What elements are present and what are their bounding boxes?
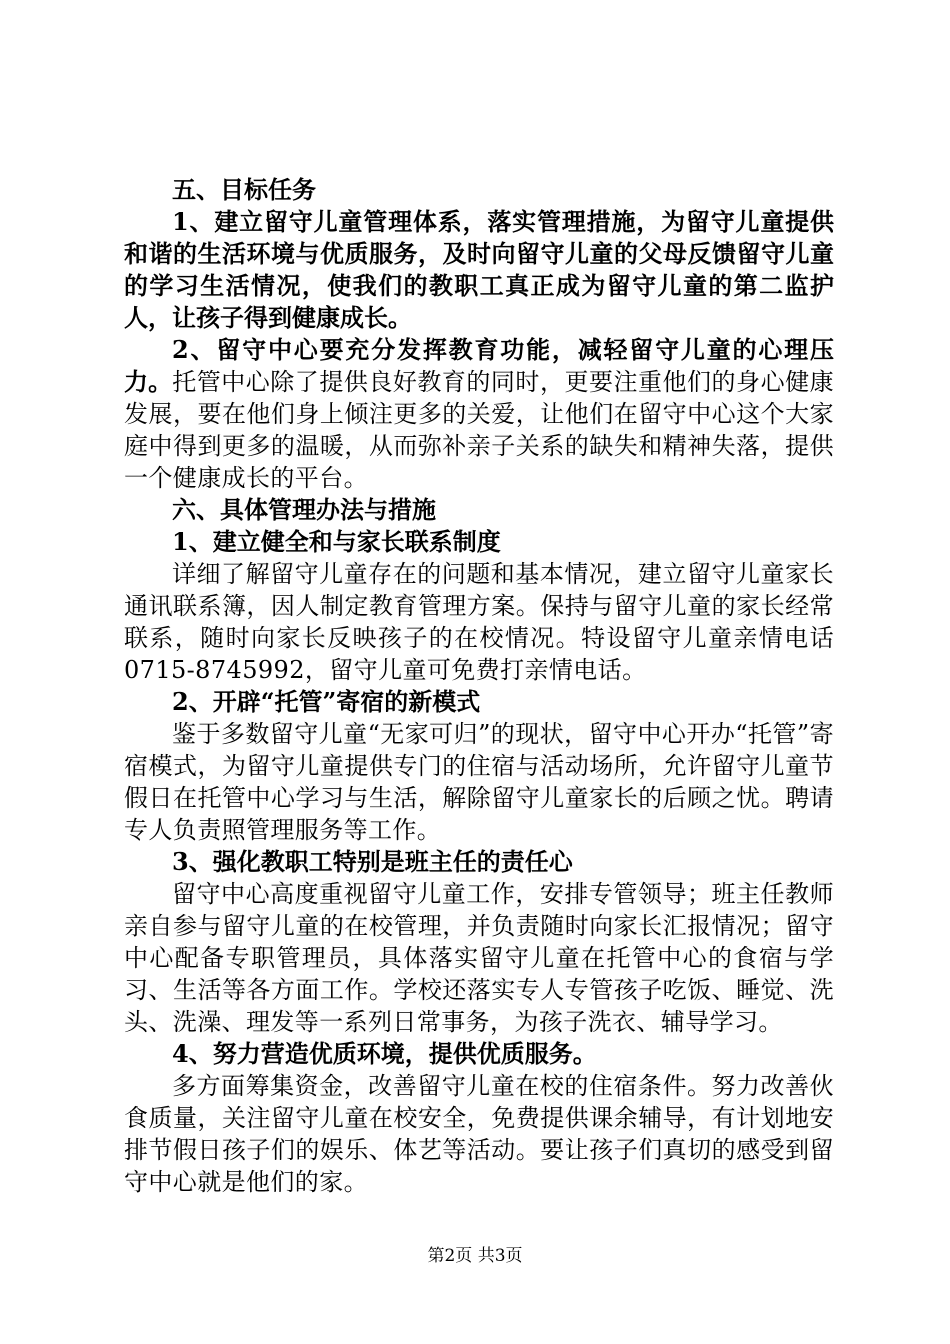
measure-body-4: 多方面筹集资金，改善留守儿童在校的住宿条件。努力改善伙食质量，关注留守儿童在校安全，免费提供课余辅导，有计划地安排节假日孩子们的娱乐、体艺等活动。要让孩子们真切的感受到留守中心就是他们的家。 bbox=[124, 1072, 834, 1196]
measure-body-1: 详细了解留守儿童存在的问题和基本情况，建立留守儿童家长通讯联系簿，因人制定教育管理方案。保持与留守儿童的家长经常联系，随时向家长反映孩子的在校情况。特设留守儿童亲情电话0715-8745992，留守儿童可免费打亲情电话。 bbox=[124, 560, 834, 684]
goal-item-2-body: 托管中心除了提供良好教育的同时，更要注重他们的身心健康发展，要在他们身上倾注更多的关爱，让他们在留守中心这个大家庭中得到更多的温暖，从而弥补亲子关系的缺失和精神失落，提供一个健康成长的平台。 bbox=[124, 368, 834, 492]
measure-body-3: 留守中心高度重视留守儿童工作，安排专管领导；班主任教师亲自参与留守儿童的在校管理，并负责随时向家长汇报情况；留守中心配备专职管理员，具体落实留守儿童在托管中心的食宿与学习、生活等各方面工作。学校还落实专人专管孩子吃饭、睡觉、洗头、洗澡、理发等一系列日常事务，为孩子洗衣、辅导学习。 bbox=[124, 880, 834, 1036]
goal-item-2-lead: 2、留守中心要充分发挥教育功能，减轻留守儿童的心理压力。 bbox=[124, 335, 834, 396]
measure-heading-2: 2、开辟“托管”寄宿的新模式 bbox=[172, 687, 481, 716]
measure-heading-4: 4、努力营造优质环境，提供优质服务。 bbox=[172, 1039, 597, 1068]
goal-item-1: 1、建立留守儿童管理体系，落实管理措施，为留守儿童提供和谐的生活环境与优质服务，及时向留守儿童的父母反馈留守儿童的学习生活情况，使我们的教职工真正成为留守儿童的第二监护人，让孩子得到健康成长。 bbox=[124, 207, 834, 332]
measure-body-2: 鉴于多数留守儿童“无家可归”的现状，留守中心开办“托管”寄宿模式，为留守儿童提供专门的住宿与活动场所，允许留守儿童节假日在托管中心学习与生活，解除留守儿童家长的后顾之忧。聘请专人负责照管理服务等工作。 bbox=[124, 720, 834, 844]
document-body bbox=[124, 174, 834, 1198]
section-heading-measures: 六、具体管理办法与措施 bbox=[172, 495, 436, 524]
page-number-footer: 第2页 共3页 bbox=[427, 1246, 523, 1266]
goal-item-2 bbox=[124, 334, 834, 494]
measure-heading-3: 3、强化教职工特别是班主任的责任心 bbox=[172, 847, 573, 876]
section-heading-goals: 五、目标任务 bbox=[172, 175, 316, 204]
measure-heading-1: 1、建立健全和与家长联系制度 bbox=[172, 527, 501, 556]
